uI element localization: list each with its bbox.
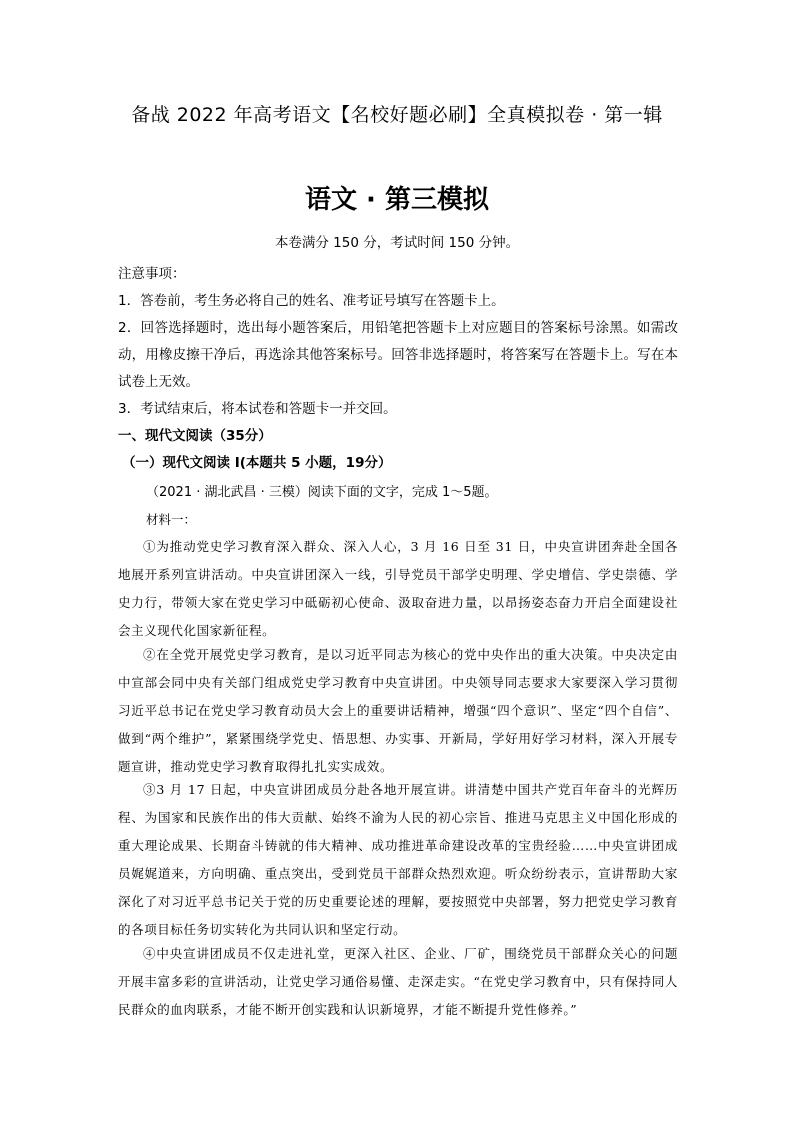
exam-note: 本卷满分 150 分，考试时间 150 分钟。 (274, 235, 520, 251)
paragraph-3: ③3 月 17 日起，中央宣讲团成员分赴各地开展宣讲。讲清楚中国共产党百年奋斗的光辉历程、为国家和民族作出的伟大贡献、始终不渝为人民的初心宗旨、推进马克思主义中国化形成的重大理论成果、长期奋斗铸就的伟大精神、成功推进革命建设改革的宝贵经验……中央宣讲团成员娓娓道来，方向明确、重点突出，受到党员干部群众热烈欢迎。听众纷纷表示，宣讲帮助大家深化了对习近平总书记关于党的历史重要论述的理解，要按照党中央部署，努力把党史学习教育的各项目标任务切实转化为共同认识和坚定行动。 (118, 782, 678, 937)
section-sub-heading: （一）现代文阅读 I(本题共 5 小题，19分） (122, 455, 392, 471)
notice-item-2: 2．回答选择题时，选出每小题答案后，用铅笔把答题卡上对应题目的答案标号涂黑。如需改动，用橡皮擦干净后，再选涂其他答案标号。回答非选择题时，将答案写在答题卡上。写在本试卷上无效。 (118, 320, 678, 390)
reading-instruction: （2021 · 湖北武昌 · 三模）阅读下面的文字，完成 1～5题。 (146, 485, 498, 500)
paragraph-1: ①为推动党史学习教育深入群众、深入人心，3 月 16 日至 31 日，中央宣讲团奔赴全国各地展开系列宣讲活动。中央宣讲团深入一线，引导党员干部学史明理、学史增信、学史崇德、学史力行，带领大家在党史学习中砥砺初心使命、汲取奋进力量，以昂扬姿态奋力开启全面建设社会主义现代化国家新征程。 (118, 539, 678, 638)
notice-item-3: 3．考试结束后，将本试卷和答题卡一并交回。 (118, 401, 397, 417)
document-title: 备战 2022 年高考语文【名校好题必刷】全真模拟卷 · 第一辑 (131, 104, 663, 126)
paragraph-4: ④中央宣讲团成员不仅走进礼堂，更深入社区、企业、厂矿，围绕党员干部群众关心的问题开展丰富多彩的宣讲活动，让党史学习通俗易懂、走深走实。“在党史学习教育中，只有保持同人民群众的血肉联系，才能不断开创实践和认识新境界，才能不断提升党性修养。” (118, 946, 678, 1017)
section-heading: 一、现代文阅读（35分） (118, 428, 272, 444)
notice-item-1: 1．答卷前，考生务必将自己的姓名、准考证号填写在答题卡上。 (118, 293, 505, 309)
paragraph-2: ②在全党开展党史学习教育，是以习近平同志为核心的党中央作出的重大决策。中央决定由中宣部会同中央有关部门组成党史学习教育中央宣讲团。中央领导同志要求大家要深入学习贯彻习近平总书记在党史学习教育动员大会上的重要讲话精神，增强“四个意识”、坚定“四个自信”、做到“两个维护”，紧紧围绕学党史、悟思想、办实事、开新局，学好用好学习材料，深入开展专题宣讲，推动党史学习教育取得扎扎实实成效。 (118, 647, 678, 774)
notice-title: 注意事项： (118, 266, 186, 282)
document-subtitle: 语文 · 第三模拟 (305, 185, 489, 215)
material-label: 材料一： (146, 512, 197, 527)
